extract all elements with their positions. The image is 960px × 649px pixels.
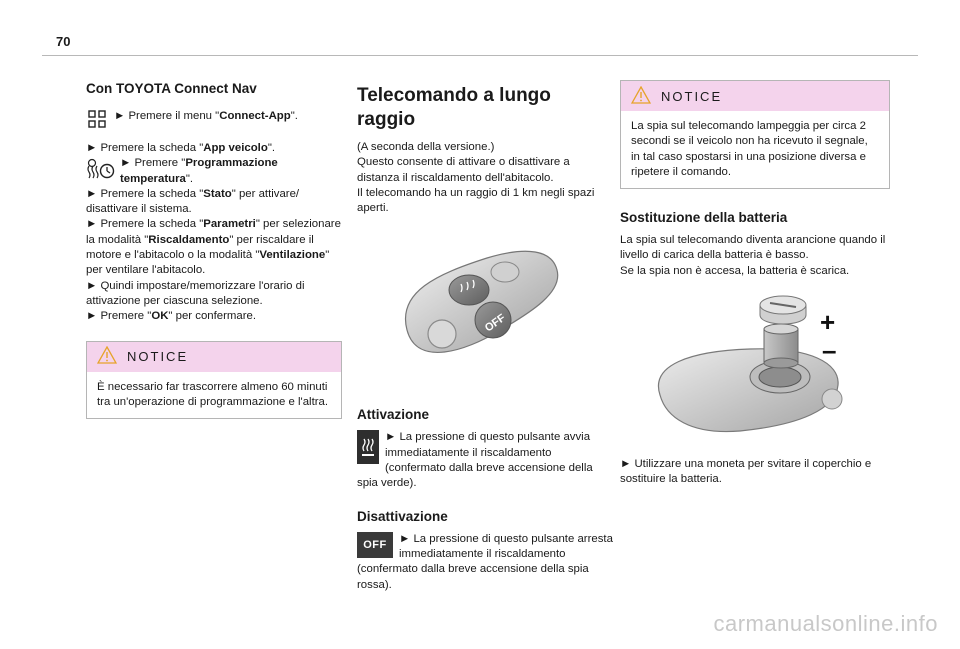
deactivation-block: [357, 532, 613, 593]
step-app-veicolo: ► Premere la scheda "App veicolo".: [86, 142, 276, 154]
notice-title: NOTICE: [661, 88, 723, 104]
step-programmazione: ► Premere "Programmazione temperatura".: [86, 156, 342, 187]
remote-off-button-label: OFF: [482, 312, 508, 335]
remote-intro: (A seconda della versione.) Questo consente di attivare o disattivare a distanza il riscaldamento dell'abitacolo. Il telecomando ha un raggio di 1 km negli spazi aperti.: [357, 141, 595, 215]
heading-battery: Sostituzione della batteria: [620, 210, 788, 226]
remote-control-image: [357, 232, 613, 390]
battery-text: La spia sul telecomando diventa arancione quando il livello di carica della batteria è basso. Se la spia non è accesa, la batteria è scarica.: [620, 234, 886, 277]
heating-timer-icon: [86, 156, 116, 186]
column-remote: [357, 84, 613, 593]
notice-title: NOTICE: [127, 349, 189, 365]
battery-minus-sign: –: [822, 335, 837, 366]
notice-box-remote: [620, 80, 890, 189]
step-stato: ► Premere la scheda "Stato" per attivare/ disattivare il sistema.: [86, 187, 300, 216]
watermark: carmanualsonline.info: [713, 611, 938, 636]
battery-replacement-image: [620, 285, 890, 443]
top-divider: [42, 55, 918, 56]
step-bold-text: Connect-App: [219, 110, 291, 122]
notice-header: [87, 342, 341, 372]
step-text: ► Premere il menu ": [114, 110, 220, 122]
notice-box-programming: [86, 341, 342, 420]
warning-triangle-icon: [631, 86, 651, 107]
activation-text: ► La pressione di questo pulsante avvia immediatamente il riscaldamento (confermato dalla breve accensione della spia verde).: [357, 431, 593, 490]
notice-text: È necessario far trascorrere almeno 60 minuti tra un'operazione di programmazione e l'altra.: [97, 380, 329, 408]
notice-header: [621, 81, 889, 111]
step-text: ".: [290, 110, 298, 122]
warning-triangle-icon: [97, 346, 117, 367]
section-heading-connect-nav: Con TOYOTA Connect Nav: [86, 81, 257, 96]
column-battery: [620, 80, 890, 488]
battery-plus-sign: +: [820, 307, 836, 338]
step-connect-app: [86, 107, 342, 131]
column-connect-nav: [86, 80, 342, 419]
heading-attivazione: Attivazione: [357, 407, 430, 423]
step-parametri: ► Premere la scheda "Parametri" per selezionare la modalità "Riscaldamento" per riscaldare il motore e l'abitacolo o la modalità "Ventilazione" per ventilare l'abitacolo.: [86, 218, 341, 277]
notice-text: La spia sul telecomando lampeggia per circa 2 secondi se il veicolo non ha ricevuto il segnale, in tal caso spostarsi in una posizione diversa e ripetere il comando.: [631, 120, 868, 178]
heating-button-icon: [357, 430, 379, 464]
activation-block: [357, 430, 613, 491]
step-memorizzare: ► Quindi impostare/memorizzare l'orario di attivazione per ciascuna selezione.: [86, 279, 305, 307]
page-number: 70: [56, 34, 71, 49]
step-ok: ► Premere "OK" per confermare.: [86, 310, 257, 323]
heading-disattivazione: Disattivazione: [357, 508, 448, 524]
coin-instruction: ► Utilizzare una moneta per svitare il coperchio e sostituire la batteria.: [620, 458, 872, 486]
apps-grid-icon: [86, 107, 108, 131]
off-button-icon: OFF: [357, 532, 393, 558]
section-title-remote: Telecomando a lungo raggio: [357, 85, 551, 130]
deactivation-text: ► La pressione di questo pulsante arresta immediatamente il riscaldamento (confermato dalla breve accensione della spia rossa).: [357, 532, 613, 591]
